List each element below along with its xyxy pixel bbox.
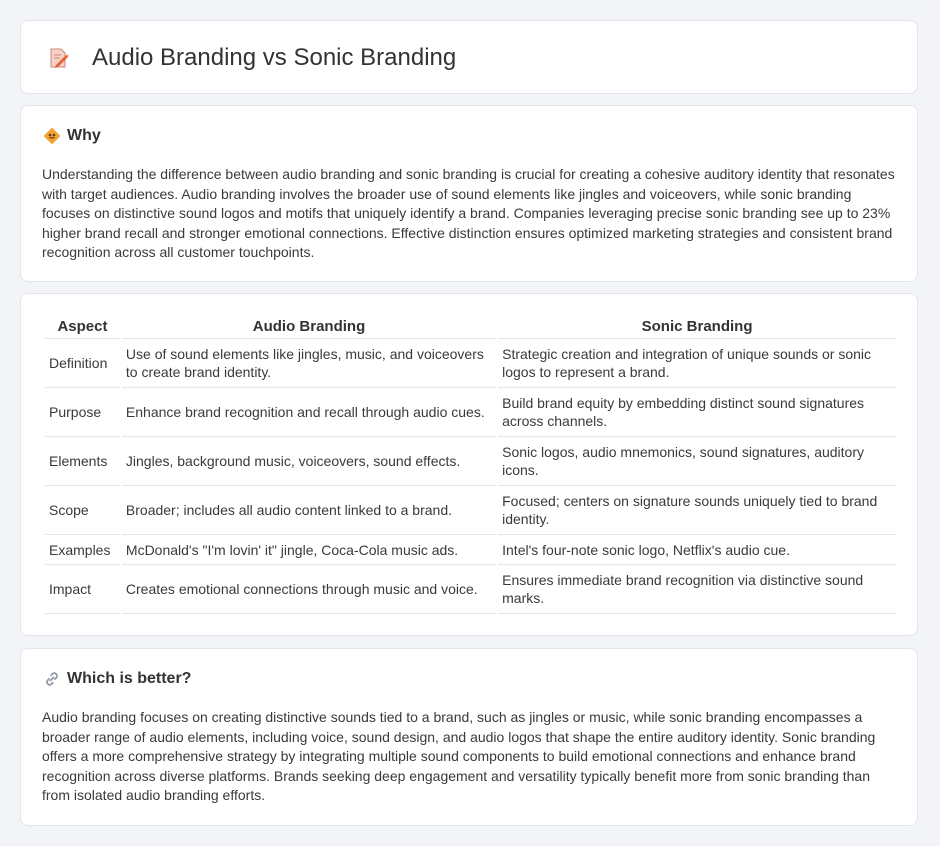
better-heading: Which is better?	[67, 670, 192, 687]
table-cell-sonic: Intel's four-note sonic logo, Netflix's audio cue.	[498, 535, 896, 565]
table-cell-aspect: Definition	[45, 339, 120, 388]
table-cell-audio: Enhance brand recognition and recall through audio cues.	[122, 388, 496, 437]
table-cell-audio: Creates emotional connections through music and voice.	[122, 565, 496, 614]
table-row	[45, 339, 896, 388]
link-icon	[43, 670, 61, 688]
table-cell-sonic: Ensures immediate brand recognition via distinctive sound marks.	[498, 565, 896, 614]
column-header-sonic-branding: Sonic Branding	[498, 314, 896, 339]
table-cell-audio: Broader; includes all audio content linked to a brand.	[122, 486, 496, 535]
table-cell-audio: Use of sound elements like jingles, music, and voiceovers to create brand identity.	[122, 339, 496, 388]
page-title: Audio Branding vs Sonic Branding	[92, 44, 457, 71]
table-cell-audio: McDonald's "I'm lovin' it" jingle, Coca-Cola music ads.	[122, 535, 496, 565]
diamond-sign-icon	[43, 127, 61, 145]
table-cell-aspect: Scope	[45, 486, 120, 535]
why-header	[43, 126, 101, 146]
table-cell-aspect: Impact	[45, 565, 120, 614]
column-header-audio-branding: Audio Branding	[122, 314, 496, 339]
table-cell-sonic: Sonic logos, audio mnemonics, sound signatures, auditory icons.	[498, 437, 896, 486]
better-text: Audio branding focuses on creating distinctive sounds tied to a brand, such as jingles or music, while sonic branding encompasses a broader range of audio elements, including voice, sound design, and audio logos that shape the entire auditory identity. Sonic branding offers a more comprehensive strategy by integrating multiple sound components to build emotional connections and enhance brand recognition across diverse platforms. Brands seeking deep engagement and versatility typically benefit more from sonic branding than from isolated audio branding efforts.	[42, 709, 876, 803]
table-cell-audio: Jingles, background music, voiceovers, sound effects.	[122, 437, 496, 486]
which-is-better-section	[20, 648, 918, 826]
why-text: Understanding the difference between audio branding and sonic branding is crucial for creating a cohesive auditory identity that resonates with target audiences. Audio branding involves the broader use of sound elements like jingles and voiceovers, while sonic branding focuses on distinctive sound logos and motifs that uniquely identify a brand. Companies leveraging precise sonic branding see up to 23% higher brand recall and stronger emotional connections. Effective distinction ensures optimized marketing strategies and consistent brand recognition across all customer touchpoints.	[42, 166, 895, 260]
document-pencil-icon	[48, 47, 70, 69]
table-row	[45, 535, 896, 565]
better-header	[43, 669, 191, 689]
table-cell-aspect: Examples	[45, 535, 120, 565]
table-row	[45, 388, 896, 437]
comparison-section	[20, 293, 918, 636]
column-header-aspect: Aspect	[45, 314, 120, 339]
table-cell-aspect: Purpose	[45, 388, 120, 437]
title-card	[20, 20, 918, 94]
table-row	[45, 437, 896, 486]
table-cell-sonic: Focused; centers on signature sounds uniquely tied to brand identity.	[498, 486, 896, 535]
table-cell-sonic: Strategic creation and integration of unique sounds or sonic logos to represent a brand.	[498, 339, 896, 388]
why-heading: Why	[67, 127, 101, 144]
table-cell-sonic: Build brand equity by embedding distinct sound signatures across channels.	[498, 388, 896, 437]
table-cell-aspect: Elements	[45, 437, 120, 486]
comparison-table	[43, 314, 898, 614]
table-row	[45, 486, 896, 535]
why-section	[20, 105, 918, 282]
table-row	[45, 565, 896, 614]
table-header-row	[45, 314, 896, 339]
